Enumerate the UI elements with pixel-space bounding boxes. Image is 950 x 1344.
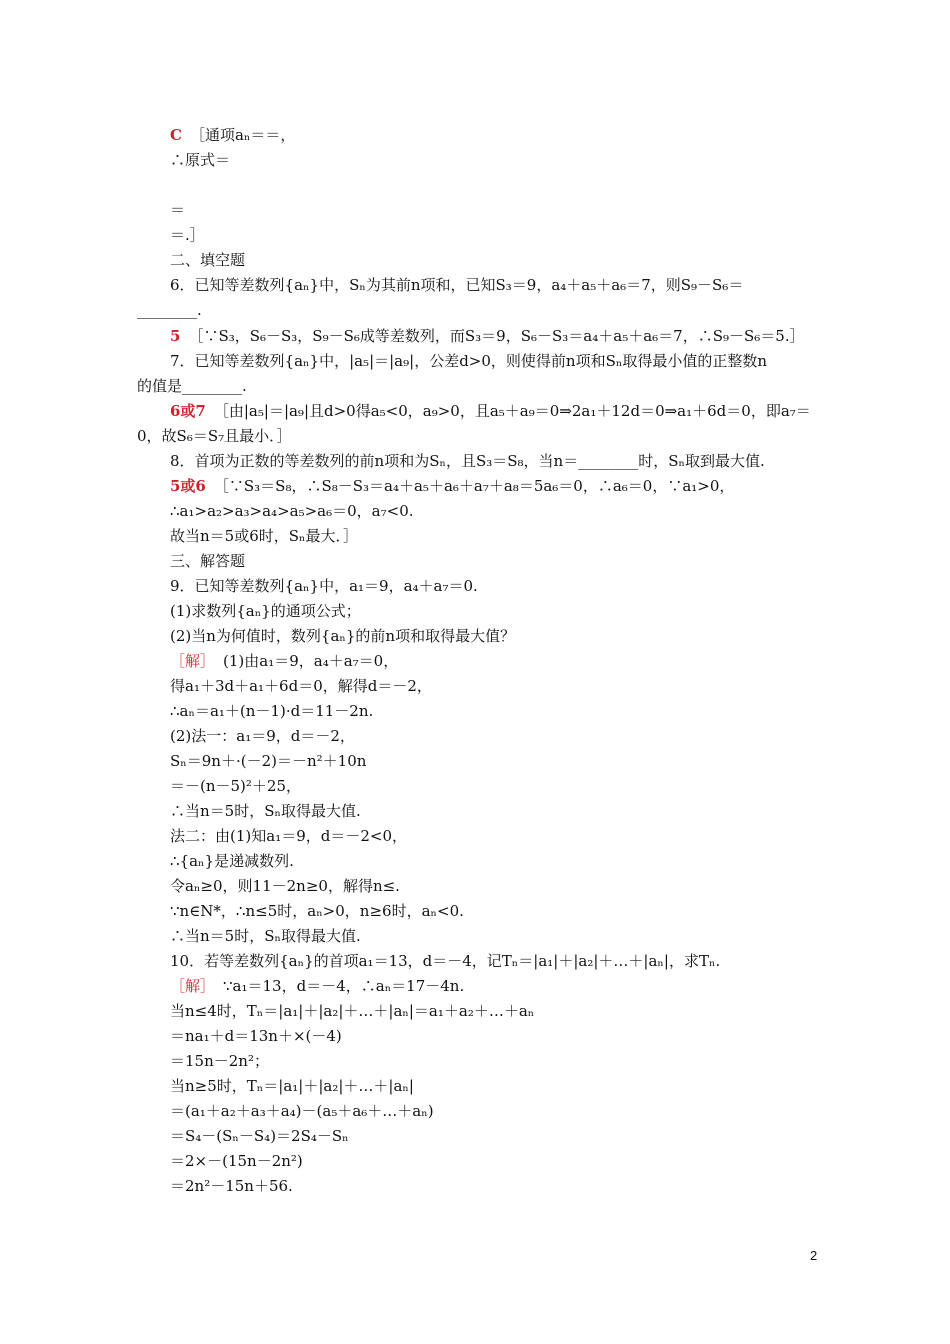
line: ________.: [137, 301, 202, 319]
line-c-answer: C ［通项aₙ＝＝，: [170, 126, 296, 144]
line: 故当n＝5或6时，Sₙ最大．］: [170, 527, 359, 545]
line: ∴当n＝5时，Sₙ取得最大值.: [170, 927, 361, 945]
line: ∴当n＝5时，Sₙ取得最大值.: [170, 802, 361, 820]
line: ＝na₁＋d＝13n＋×(－4): [170, 1027, 342, 1045]
section-heading: 二、填空题: [170, 251, 246, 269]
line: (1)求数列{aₙ}的通项公式；: [170, 602, 361, 620]
section-heading: 三、解答题: [170, 552, 246, 570]
answer-label: C: [170, 126, 182, 144]
line: ∴a₁>a₂>a₃>a₄>a₅>a₆＝0，a₇<0.: [170, 502, 414, 520]
solution-10: ［解］ ∵a₁＝13，d＝－4，∴aₙ＝17－4n.: [170, 977, 465, 995]
answer-label: 5或6: [170, 477, 206, 495]
line: ＝2n²－15n＋56.: [170, 1177, 293, 1195]
line: ＝S₄－(Sₙ－S₄)＝2S₄－Sₙ: [170, 1127, 349, 1145]
line: ＝15n－2n²；: [170, 1052, 269, 1070]
line: ＝－(n－5)²＋25，: [170, 777, 302, 795]
line: 令aₙ≥0，则11－2n≥0，解得n≤.: [170, 877, 400, 895]
line: ＝.］: [170, 226, 205, 244]
answer-8: 5或6 ［∵S₃＝S₈，∴S₈－S₃＝a₄＋a₅＋a₆＋a₇＋a₈＝5a₆＝0，∴a₆＝0，∵a₁>0，: [170, 477, 735, 495]
answer-7: 6或7 ［由|a₅|＝|a₉|且d>0得a₅<0，a₉>0，且a₅＋a₉＝0⇒2a₁＋12d＝0⇒a₁＋6d＝0，即a₇＝: [170, 402, 811, 420]
question-7: 7．已知等差数列{aₙ}中，|a₅|＝|a₉|，公差d>0，则使得前n项和Sₙ取得最小值的正整数n: [170, 352, 767, 370]
line: 0，故S₆＝S₇且最小．］: [137, 427, 292, 445]
answer-6: 5 ［∵S₃，S₆－S₃，S₉－S₆成等差数列，而S₃＝9，S₆－S₃＝a₄＋a₅＋a₆＝7，∴S₉－S₆＝5.］: [170, 327, 805, 345]
line: 的值是________.: [137, 377, 247, 395]
line: 当n≤4时，Tₙ＝|a₁|＋|a₂|＋…＋|aₙ|＝a₁＋a₂＋…＋aₙ: [170, 1002, 535, 1020]
line: Sₙ＝9n＋·(－2)＝－n²＋10n: [170, 752, 367, 770]
line: ∵n∈N*，∴n≤5时，aₙ>0，n≥6时，aₙ<0.: [170, 902, 464, 920]
question-10: 10．若等差数列{aₙ}的首项a₁＝13，d＝－4，记Tₙ＝|a₁|＋|a₂|＋…＋|aₙ|，求Tₙ.: [170, 952, 721, 970]
line: 得a₁＋3d＋a₁＋6d＝0，解得d＝－2，: [170, 677, 432, 695]
line: (2)法一：a₁＝9，d＝－2，: [170, 727, 355, 745]
line: ＝: [170, 201, 186, 219]
question-8: 8．首项为正数的等差数列的前n项和为Sₙ，且S₃＝S₈，当n＝________时，Sₙ取到最大值.: [170, 452, 765, 470]
page-number: 2: [810, 1248, 818, 1263]
answer-label: 5: [170, 327, 181, 345]
solution-9: ［解］ (1)由a₁＝9，a₄＋a₇＝0，: [170, 652, 399, 670]
line: 当n≥5时，Tₙ＝|a₁|＋|a₂|＋…＋|aₙ|: [170, 1077, 414, 1095]
line: ＝2×－(15n－2n²): [170, 1152, 303, 1170]
solution-label: ［解］: [170, 652, 216, 670]
question-6: 6．已知等差数列{aₙ}中，Sₙ为其前n项和，已知S₃＝9，a₄＋a₅＋a₆＝7，则S₉－S₆＝: [170, 276, 744, 294]
line: (2)当n为何值时，数列{aₙ}的前n项和取得最大值？: [170, 627, 516, 645]
line: 法二：由(1)知a₁＝9，d＝－2<0，: [170, 827, 408, 845]
answer-label: 6或7: [170, 402, 206, 420]
question-9: 9．已知等差数列{aₙ}中，a₁＝9，a₄＋a₇＝0.: [170, 577, 478, 595]
line: ∴aₙ＝a₁＋(n－1)·d＝11－2n.: [170, 702, 374, 720]
line: ∴{aₙ}是递减数列.: [170, 852, 294, 870]
line: ∴原式＝: [170, 151, 231, 169]
solution-label: ［解］: [170, 977, 216, 995]
line: ＝(a₁＋a₂＋a₃＋a₄)－(a₅＋a₆＋…＋aₙ): [170, 1102, 434, 1120]
